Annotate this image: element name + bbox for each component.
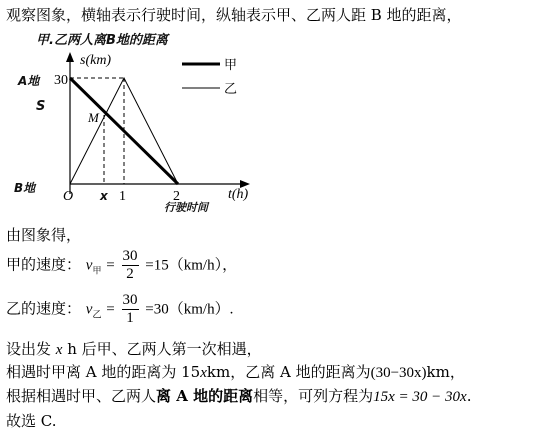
yi-speed-v: v: [85, 301, 93, 318]
handwritten-b-label: B地: [14, 181, 36, 195]
legend-yi-label: 乙: [224, 81, 238, 96]
y-tick-30: 30: [54, 73, 68, 88]
handwritten-s-label: S: [36, 99, 46, 114]
x-axis-label: t(h): [228, 187, 249, 202]
equation-formula: 15x = 30 − 30x: [373, 389, 467, 405]
intro-text: 观察图象，横轴表示行驶时间，纵轴表示甲、乙两人距 B 地的距离，: [6, 6, 462, 24]
yi-speed-result: =30（km/h）.: [145, 301, 234, 318]
jia-speed-prefix: 甲的速度：: [6, 255, 82, 274]
y-axis-label: s(km): [80, 53, 112, 68]
yi-speed-line: 乙的速度： $v_乙$ = $\frac{30}{1}$ =30（km/h）.: [6, 292, 234, 326]
assume-x: x: [55, 342, 63, 358]
handwritten-x-label: x: [100, 189, 108, 203]
handwritten-xaxis-label: 行驶时间: [164, 201, 208, 214]
equation-bold-phrase: 离 A 地的距离: [156, 387, 254, 405]
jia-speed-v: v: [85, 257, 93, 274]
yi-speed-sub: 乙: [92, 310, 102, 321]
jia-speed-result: =15（km/h），: [145, 257, 238, 274]
answer-text: 故选 C.: [6, 412, 57, 430]
step1-text: 由图象得，: [6, 226, 82, 244]
meet-x: x: [200, 365, 207, 381]
yi-speed-den: 1: [126, 310, 134, 326]
meet-expr: (30−30x): [370, 365, 427, 381]
assume-line: 设出发 x h 后甲、乙两人第一次相遇，: [6, 340, 262, 358]
jia-speed-fraction: [122, 248, 139, 283]
x-tick-2: 2: [173, 189, 180, 204]
jia-speed-num: 30: [122, 248, 138, 264]
jia-speed-den: 2: [126, 266, 134, 282]
origin-label: O: [63, 189, 74, 204]
x-tick-1: 1: [119, 189, 126, 204]
handwritten-a-label: A地: [18, 74, 40, 88]
yi-speed-fraction: [122, 292, 139, 327]
y-axis-arrow: [66, 52, 74, 62]
distance-time-graph: [0, 24, 300, 214]
jia-speed-sub: 甲: [92, 266, 102, 277]
meet-line: 相遇时甲离 A 地的距离为 15xkm，乙离 A 地的距离为(30−30x)km，: [6, 363, 465, 381]
equation-line: 根据相遇时甲、乙两人离 A 地的距离相等，可列方程为15x = 30 − 30x.: [6, 387, 472, 405]
yi-speed-num: 30: [122, 292, 138, 308]
yi-speed-prefix: 乙的速度：: [6, 299, 82, 318]
point-m-label: M: [88, 110, 99, 125]
jia-speed-line: 甲的速度： $v_甲$ = $\frac{30}{2}$ =15（km/h），: [6, 248, 238, 282]
graph-handwritten-title: 甲.乙两人离B地的距离: [36, 33, 168, 48]
legend-jia-label: 甲: [224, 57, 238, 72]
